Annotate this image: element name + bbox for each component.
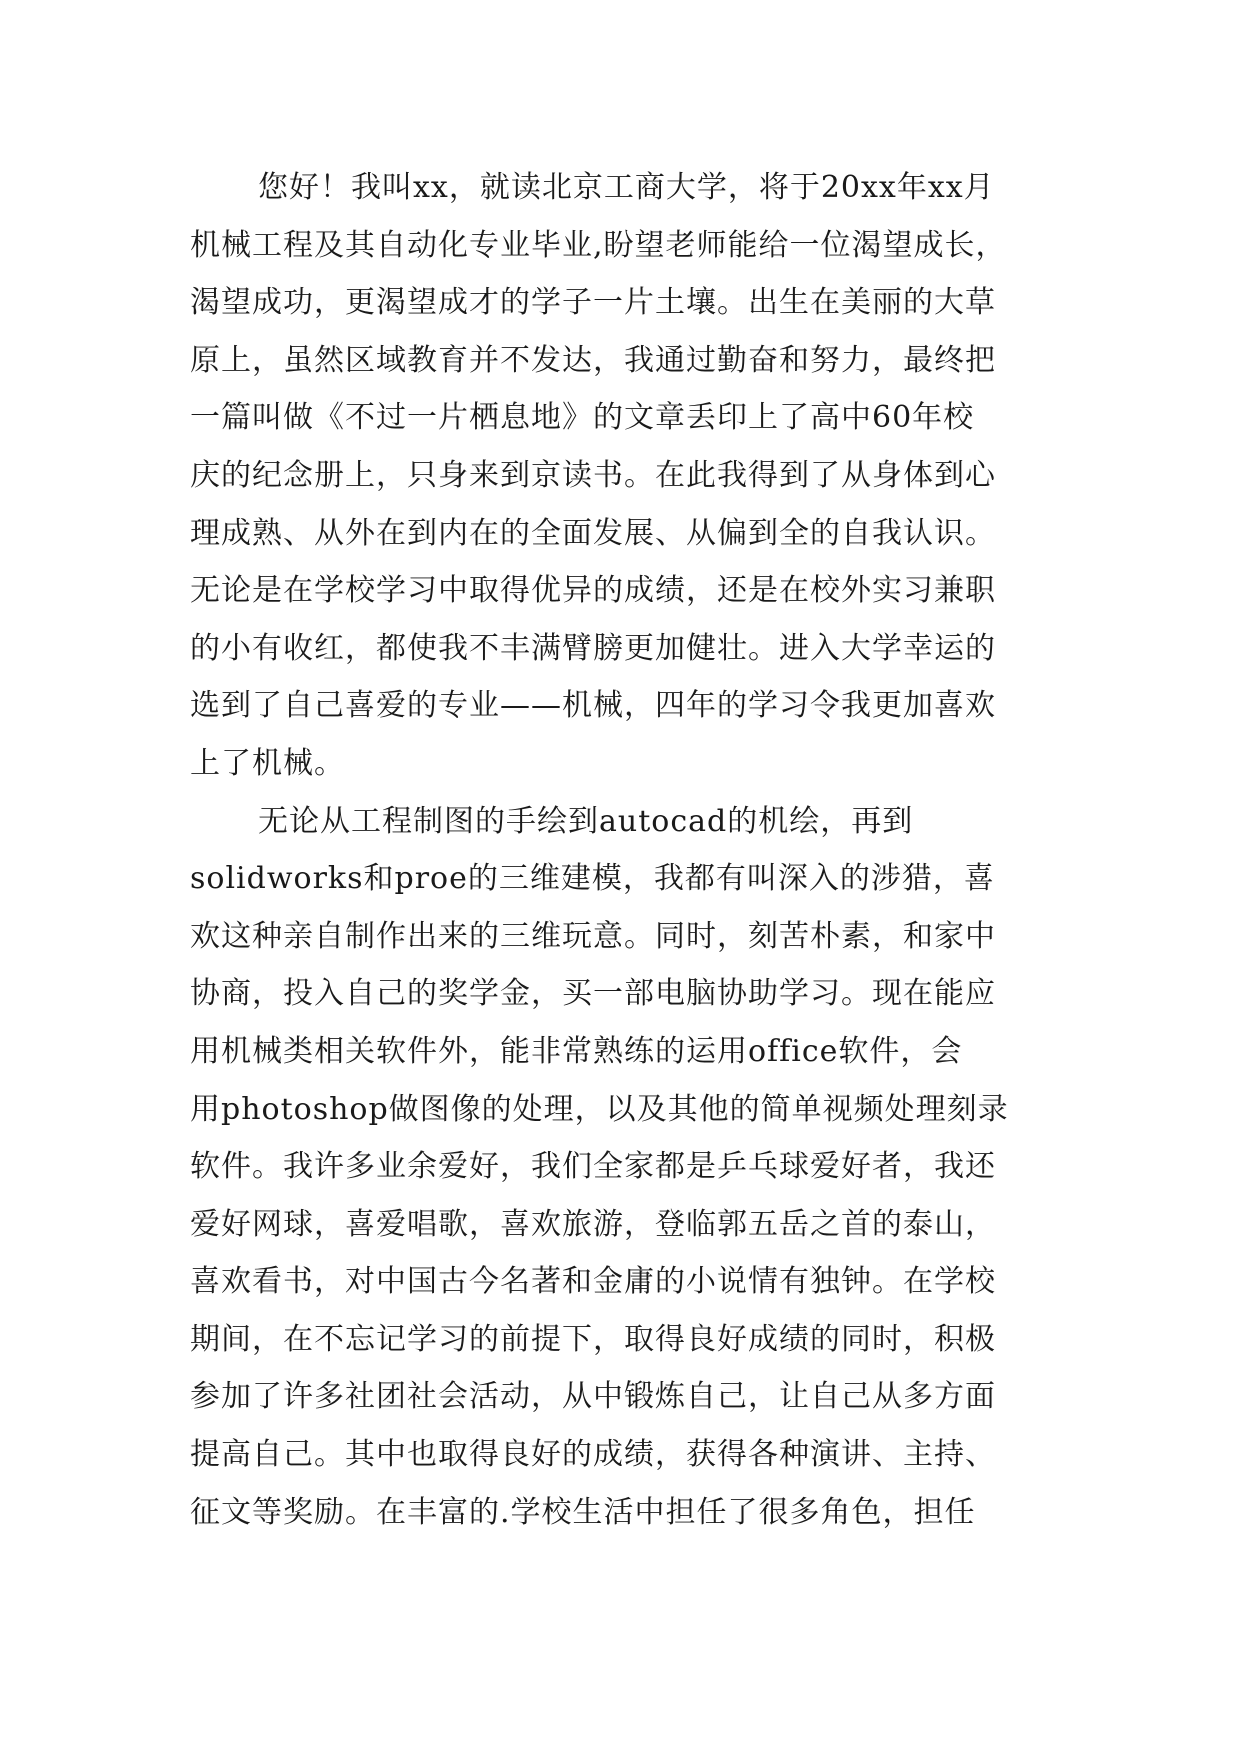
- text-line: 无论是在学校学习中取得优异的成绩，还是在校外实习兼职: [190, 573, 996, 609]
- text-line: 渴望成功，更渴望成才的学子一片土壤。出生在美丽的大草: [190, 285, 996, 321]
- text-line: 无论从工程制图的手绘到autocad的机绘，再到: [258, 803, 914, 839]
- text-line: 上了机械。: [190, 745, 345, 781]
- text-line: 喜欢看书，对中国古今名著和金庸的小说情有独钟。在学校: [190, 1264, 996, 1300]
- text-line: 征文等奖励。在丰富的.学校生活中担任了很多角色，担任: [190, 1494, 976, 1530]
- text-line: 参加了许多社团社会活动，从中锻炼自己，让自己从多方面: [190, 1379, 996, 1415]
- text-line: 期间，在不忘记学习的前提下，取得良好成绩的同时，积极: [190, 1321, 996, 1357]
- text-line: 爱好网球，喜爱唱歌，喜欢旅游，登临郭五岳之首的泰山，: [190, 1206, 996, 1242]
- text-line: 理成熟、从外在到内在的全面发展、从偏到全的自我认识。: [190, 515, 996, 551]
- text-line: 用photoshop做图像的处理，以及其他的简单视频处理刻录: [190, 1091, 1009, 1127]
- body-text: [190, 159, 1090, 1541]
- text-line: 机械工程及其自动化专业毕业,盼望老师能给一位渴望成长，: [190, 227, 1007, 263]
- text-line: 选到了自己喜爱的专业——机械，四年的学习令我更加喜欢: [190, 688, 996, 724]
- text-line: 一篇叫做《不过一片栖息地》的文章丢印上了高中60年校: [190, 400, 975, 436]
- text-line: 庆的纪念册上，只身来到京读书。在此我得到了从身体到心: [190, 457, 996, 493]
- text-line: 用机械类相关软件外，能非常熟练的运用office软件，会: [190, 1033, 963, 1069]
- text-line: solidworks和proe的三维建模，我都有叫深入的涉猎，喜: [190, 861, 995, 897]
- text-line: 软件。我许多业余爱好，我们全家都是乒乓球爱好者，我还: [190, 1149, 996, 1185]
- text-line: 协商，投入自己的奖学金，买一部电脑协助学习。现在能应: [190, 976, 996, 1012]
- text-line: 原上，虽然区域教育并不发达，我通过勤奋和努力，最终把: [190, 342, 996, 378]
- text-line: 您好！我叫xx，就读北京工商大学，将于20xx年xx月: [258, 170, 995, 205]
- text-line: 欢这种亲自制作出来的三维玩意。同时，刻苦朴素，和家中: [190, 918, 996, 954]
- text-line: 提高自己。其中也取得良好的成绩，获得各种演讲、主持、: [190, 1437, 996, 1473]
- text-line: 的小有收红，都使我不丰满臂膀更加健壮。进入大学幸运的: [190, 630, 996, 666]
